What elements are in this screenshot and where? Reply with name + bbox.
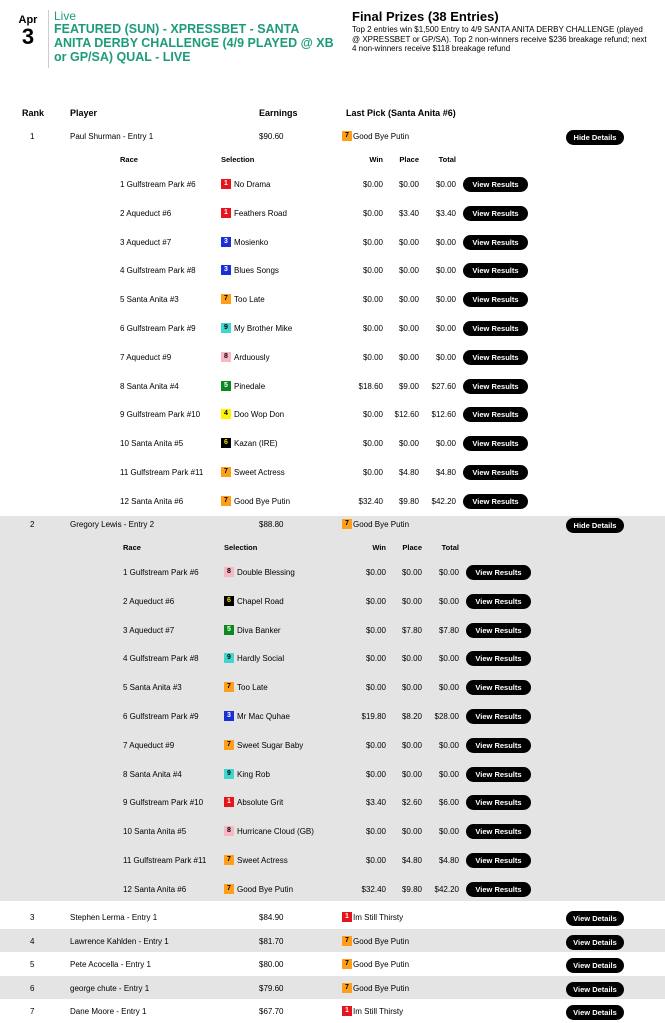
detail-header-total: Total — [438, 155, 456, 164]
program-number-badge: 7 — [342, 131, 352, 141]
detail-place: $9.80 — [401, 885, 422, 894]
program-number-badge: 9 — [224, 769, 234, 779]
detail-header-row — [0, 543, 665, 555]
detail-race: 5 Santa Anita #3 — [120, 295, 179, 304]
detail-row — [0, 597, 665, 611]
entry-rank: 5 — [30, 960, 35, 969]
horse-name: Good Bye Putin — [234, 496, 291, 506]
detail-total: $0.00 — [438, 741, 459, 750]
detail-row — [0, 209, 665, 223]
detail-selection — [221, 208, 287, 218]
header-divider — [48, 10, 49, 68]
entry-row — [0, 520, 665, 534]
column-header-rank: Rank — [22, 108, 45, 118]
detail-selection — [221, 381, 265, 391]
entry-last-pick — [342, 959, 409, 969]
detail-total: $0.00 — [435, 295, 456, 304]
detail-race: 9 Gulfstream Park #10 — [120, 410, 201, 419]
detail-header-win: Win — [369, 155, 383, 164]
detail-selection — [224, 596, 284, 606]
contest-header — [0, 0, 665, 80]
detail-selection — [221, 467, 285, 477]
horse-name: Good Bye Putin — [353, 983, 410, 993]
detail-total: $0.00 — [438, 770, 459, 779]
detail-row — [0, 497, 665, 511]
detail-place: $12.60 — [394, 410, 419, 419]
program-number-badge: 1 — [224, 797, 234, 807]
view-results-button[interactable]: View Results — [466, 824, 531, 839]
program-number-badge: 7 — [342, 983, 352, 993]
horse-name: Good Bye Putin — [353, 959, 410, 969]
detail-place: $0.00 — [401, 770, 422, 779]
detail-place: $9.00 — [398, 382, 419, 391]
entry-earnings: $79.60 — [259, 984, 284, 993]
horse-name: Good Bye Putin — [237, 884, 294, 894]
detail-win: $0.00 — [362, 410, 383, 419]
prize-description: Top 2 entries win $1,500 Entry to 4/9 SANTA ANITA DERBY CHALLENGE (played @ XPRESSBET or GP/SA). Top 2 non-winners receive $236 breakage refund; next 4 non-winners receive $118 breakage refund — [352, 25, 647, 53]
program-number-badge: 6 — [221, 438, 231, 448]
detail-total: $3.40 — [435, 209, 456, 218]
detail-row — [0, 683, 665, 697]
horse-name: Double Blessing — [237, 567, 295, 577]
view-details-button[interactable]: View Details — [566, 958, 624, 973]
view-results-button[interactable]: View Results — [466, 795, 531, 810]
entry-last-pick — [342, 936, 409, 946]
entry-rank: 1 — [30, 132, 35, 141]
view-results-button[interactable]: View Results — [463, 206, 528, 221]
detail-place: $0.00 — [398, 266, 419, 275]
horse-name: Doo Wop Don — [234, 409, 285, 419]
detail-place: $0.00 — [398, 295, 419, 304]
detail-selection — [221, 237, 268, 247]
detail-selection — [224, 884, 293, 894]
view-results-button[interactable]: View Results — [463, 177, 528, 192]
detail-selection — [224, 682, 268, 692]
entry-row — [0, 913, 665, 927]
detail-selection — [224, 625, 281, 635]
view-results-button[interactable]: View Results — [463, 292, 528, 307]
horse-name: Sweet Actress — [237, 855, 288, 865]
program-number-badge: 7 — [224, 855, 234, 865]
horse-name: Kazan (IRE) — [234, 438, 278, 448]
horse-name: Im Still Thirsty — [353, 1006, 404, 1016]
entry-earnings: $81.70 — [259, 937, 284, 946]
view-results-button[interactable]: View Results — [466, 565, 531, 580]
entry-player: Lawrence Kahlden - Entry 1 — [70, 937, 169, 946]
entry-rank: 3 — [30, 913, 35, 922]
detail-row — [0, 568, 665, 582]
horse-name: King Rob — [237, 769, 270, 779]
detail-race: 2 Aqueduct #6 — [123, 597, 175, 606]
view-results-button[interactable]: View Results — [463, 350, 528, 365]
program-number-badge: 3 — [221, 265, 231, 275]
detail-row — [0, 324, 665, 338]
detail-total: $28.00 — [434, 712, 459, 721]
program-number-badge: 7 — [221, 467, 231, 477]
entry-row — [0, 1007, 665, 1021]
program-number-badge: 8 — [224, 567, 234, 577]
view-results-button[interactable]: View Results — [466, 709, 531, 724]
horse-name: Arduously — [234, 352, 270, 362]
entry-row — [0, 960, 665, 974]
detail-selection — [221, 179, 270, 189]
view-results-button[interactable]: View Results — [463, 321, 528, 336]
program-number-badge: 7 — [342, 959, 352, 969]
entry-last-pick — [342, 983, 409, 993]
detail-selection — [224, 740, 303, 750]
detail-total: $0.00 — [438, 654, 459, 663]
detail-selection — [224, 855, 288, 865]
detail-place: $0.00 — [398, 353, 419, 362]
detail-total: $0.00 — [435, 353, 456, 362]
detail-selection — [224, 826, 314, 836]
detail-win: $0.00 — [362, 468, 383, 477]
detail-row — [0, 382, 665, 396]
contest-date — [12, 14, 44, 48]
view-results-button[interactable]: View Results — [466, 594, 531, 609]
horse-name: Good Bye Putin — [353, 131, 410, 141]
detail-win: $0.00 — [362, 295, 383, 304]
horse-name: Sweet Sugar Baby — [237, 740, 304, 750]
detail-place: $4.80 — [398, 468, 419, 477]
view-results-button[interactable]: View Results — [466, 680, 531, 695]
horse-name: Mosienko — [234, 237, 269, 247]
view-results-button[interactable]: View Results — [463, 436, 528, 451]
view-results-button[interactable]: View Results — [466, 651, 531, 666]
detail-win: $0.00 — [365, 654, 386, 663]
detail-win: $0.00 — [365, 827, 386, 836]
program-number-badge: 1 — [221, 179, 231, 189]
hide-details-button[interactable]: Hide Details — [566, 518, 624, 533]
detail-win: $0.00 — [365, 741, 386, 750]
horse-name: Too Late — [237, 682, 268, 692]
detail-race: 5 Santa Anita #3 — [123, 683, 182, 692]
detail-header-selection: Selection — [224, 543, 258, 552]
detail-row — [0, 468, 665, 482]
view-results-button[interactable]: View Results — [463, 465, 528, 480]
prize-heading: Final Prizes (38 Entries) — [352, 9, 499, 24]
view-results-button[interactable]: View Results — [466, 738, 531, 753]
contest-status: Live — [54, 9, 77, 23]
detail-win: $0.00 — [365, 597, 386, 606]
program-number-badge: 7 — [221, 496, 231, 506]
detail-place: $0.00 — [401, 827, 422, 836]
detail-race: 2 Aqueduct #6 — [120, 209, 172, 218]
detail-race: 11 Gulfstream Park #11 — [123, 856, 207, 865]
view-results-button[interactable]: View Results — [463, 235, 528, 250]
detail-place: $0.00 — [398, 180, 419, 189]
detail-selection — [224, 653, 284, 663]
entry-last-pick — [342, 519, 409, 529]
program-number-badge: 9 — [224, 653, 234, 663]
program-number-badge: 7 — [342, 519, 352, 529]
entry-player: Paul Shurman - Entry 1 — [70, 132, 154, 141]
entry-earnings: $67.70 — [259, 1007, 284, 1016]
program-number-badge: 7 — [224, 740, 234, 750]
program-number-badge: 9 — [221, 323, 231, 333]
program-number-badge: 1 — [221, 208, 231, 218]
program-number-badge: 1 — [342, 1006, 352, 1016]
detail-total: $0.00 — [435, 180, 456, 189]
detail-win: $0.00 — [365, 683, 386, 692]
detail-row — [0, 439, 665, 453]
detail-total: $42.20 — [434, 885, 459, 894]
detail-win: $0.00 — [365, 856, 386, 865]
view-results-button[interactable]: View Results — [463, 407, 528, 422]
entry-player: Dane Moore - Entry 1 — [70, 1007, 147, 1016]
detail-race: 7 Aqueduct #9 — [123, 741, 175, 750]
detail-selection — [221, 265, 279, 275]
entry-last-pick — [342, 131, 409, 141]
detail-place: $0.00 — [401, 654, 422, 663]
detail-row — [0, 238, 665, 252]
horse-name: Absolute Grit — [237, 797, 284, 807]
horse-name: Im Still Thirsty — [353, 912, 404, 922]
column-header-player: Player — [70, 108, 98, 118]
detail-win: $18.60 — [358, 382, 383, 391]
view-details-button[interactable]: View Details — [566, 1005, 624, 1020]
horse-name: My Brother Mike — [234, 323, 293, 333]
detail-win: $32.40 — [358, 497, 383, 506]
detail-row — [0, 856, 665, 870]
detail-win: $0.00 — [362, 266, 383, 275]
detail-row — [0, 712, 665, 726]
detail-header-place: Place — [399, 155, 419, 164]
detail-race: 4 Gulfstream Park #8 — [123, 654, 199, 663]
detail-total: $0.00 — [438, 827, 459, 836]
detail-selection — [221, 409, 284, 419]
detail-total: $4.80 — [438, 856, 459, 865]
detail-total: $0.00 — [435, 439, 456, 448]
detail-place: $3.40 — [398, 209, 419, 218]
detail-race: 11 Gulfstream Park #11 — [120, 468, 204, 477]
contest-title: FEATURED (SUN) - XPRESSBET - SANTA ANITA DERBY CHALLENGE (4/9 PLAYED @ XB or GP/SA) QUAL - LIVE — [54, 22, 334, 64]
horse-name: Good Bye Putin — [353, 519, 410, 529]
entry-rank: 4 — [30, 937, 35, 946]
program-number-badge: 7 — [224, 682, 234, 692]
detail-total: $0.00 — [435, 238, 456, 247]
detail-place: $0.00 — [401, 741, 422, 750]
program-number-badge: 5 — [221, 381, 231, 391]
entry-rank: 7 — [30, 1007, 35, 1016]
detail-header-win: Win — [372, 543, 386, 552]
detail-total: $0.00 — [435, 324, 456, 333]
detail-total: $12.60 — [431, 410, 456, 419]
detail-place: $7.80 — [401, 626, 422, 635]
entry-earnings: $88.80 — [259, 520, 284, 529]
detail-row — [0, 827, 665, 841]
program-number-badge: 7 — [342, 936, 352, 946]
detail-selection — [221, 352, 270, 362]
detail-selection — [221, 294, 265, 304]
entry-earnings: $84.90 — [259, 913, 284, 922]
detail-win: $0.00 — [362, 209, 383, 218]
entry-last-pick — [342, 1006, 403, 1016]
view-results-button[interactable]: View Results — [466, 853, 531, 868]
horse-name: Chapel Road — [237, 596, 284, 606]
column-header-earnings: Earnings — [259, 108, 298, 118]
detail-win: $0.00 — [362, 324, 383, 333]
horse-name: Sweet Actress — [234, 467, 285, 477]
detail-selection — [224, 711, 290, 721]
detail-race: 7 Aqueduct #9 — [120, 353, 172, 362]
detail-selection — [224, 567, 295, 577]
detail-total: $27.60 — [431, 382, 456, 391]
detail-header-row — [0, 155, 665, 167]
detail-race: 3 Aqueduct #7 — [123, 626, 175, 635]
program-number-badge: 4 — [221, 409, 231, 419]
detail-header-place: Place — [402, 543, 422, 552]
detail-win: $0.00 — [362, 439, 383, 448]
horse-name: Too Late — [234, 294, 265, 304]
detail-place: $4.80 — [401, 856, 422, 865]
view-results-button[interactable]: View Results — [466, 623, 531, 638]
detail-selection — [224, 797, 283, 807]
horse-name: Mr Mac Quhae — [237, 711, 290, 721]
detail-place: $0.00 — [398, 324, 419, 333]
detail-win: $0.00 — [365, 770, 386, 779]
detail-total: $0.00 — [438, 683, 459, 692]
detail-total: $7.80 — [438, 626, 459, 635]
program-number-badge: 7 — [224, 884, 234, 894]
detail-place: $0.00 — [401, 683, 422, 692]
horse-name: Pinedale — [234, 381, 266, 391]
detail-row — [0, 741, 665, 755]
detail-selection — [221, 323, 292, 333]
entry-row — [0, 132, 665, 146]
horse-name: Good Bye Putin — [353, 936, 410, 946]
detail-win: $0.00 — [365, 568, 386, 577]
detail-row — [0, 295, 665, 309]
detail-race: 1 Gulfstream Park #6 — [123, 568, 199, 577]
view-results-button[interactable]: View Results — [463, 379, 528, 394]
detail-selection — [224, 769, 270, 779]
detail-selection — [221, 496, 290, 506]
program-number-badge: 7 — [221, 294, 231, 304]
entry-player: Stephen Lerma - Entry 1 — [70, 913, 158, 922]
detail-win: $3.40 — [365, 798, 386, 807]
detail-race: 10 Santa Anita #5 — [123, 827, 187, 836]
detail-race: 1 Gulfstream Park #6 — [120, 180, 196, 189]
entry-rank: 6 — [30, 984, 35, 993]
detail-total: $4.80 — [435, 468, 456, 477]
detail-row — [0, 353, 665, 367]
detail-race: 6 Gulfstream Park #9 — [120, 324, 196, 333]
view-results-button[interactable]: View Results — [466, 882, 531, 897]
entry-player: Pete Acocella - Entry 1 — [70, 960, 151, 969]
horse-name: Hardly Social — [237, 653, 285, 663]
detail-total: $0.00 — [438, 568, 459, 577]
entry-last-pick — [342, 912, 403, 922]
column-header-last-pick: Last Pick (Santa Anita #6) — [346, 108, 456, 118]
detail-win: $0.00 — [362, 238, 383, 247]
detail-header-total: Total — [441, 543, 459, 552]
detail-race: 9 Gulfstream Park #10 — [123, 798, 204, 807]
entry-player: Gregory Lewis - Entry 2 — [70, 520, 155, 529]
detail-race: 10 Santa Anita #5 — [120, 439, 184, 448]
horse-name: No Drama — [234, 179, 271, 189]
program-number-badge: 8 — [221, 352, 231, 362]
detail-place: $9.80 — [398, 497, 419, 506]
detail-header-race: Race — [120, 155, 138, 164]
view-details-button[interactable]: View Details — [566, 935, 624, 950]
entry-earnings: $90.60 — [259, 132, 284, 141]
horse-name: Blues Songs — [234, 265, 279, 275]
detail-win: $0.00 — [362, 180, 383, 189]
detail-total: $42.20 — [431, 497, 456, 506]
detail-place: $2.60 — [401, 798, 422, 807]
detail-selection — [221, 438, 278, 448]
detail-race: 12 Santa Anita #6 — [120, 497, 184, 506]
detail-race: 8 Santa Anita #4 — [123, 770, 182, 779]
view-results-button[interactable]: View Results — [463, 263, 528, 278]
detail-race: 6 Gulfstream Park #9 — [123, 712, 199, 721]
program-number-badge: 8 — [224, 826, 234, 836]
detail-header-race: Race — [123, 543, 141, 552]
entry-row — [0, 937, 665, 951]
view-details-button[interactable]: View Details — [566, 911, 624, 926]
date-month: Apr — [18, 14, 38, 26]
detail-row — [0, 180, 665, 194]
entry-row — [0, 984, 665, 998]
detail-row — [0, 654, 665, 668]
program-number-badge: 3 — [221, 237, 231, 247]
detail-row — [0, 626, 665, 640]
detail-race: 8 Santa Anita #4 — [120, 382, 179, 391]
detail-row — [0, 885, 665, 899]
detail-row — [0, 266, 665, 280]
detail-race: 12 Santa Anita #6 — [123, 885, 187, 894]
program-number-badge: 3 — [224, 711, 234, 721]
entry-player: george chute - Entry 1 — [70, 984, 150, 993]
detail-win: $0.00 — [365, 626, 386, 635]
detail-place: $0.00 — [398, 238, 419, 247]
detail-total: $0.00 — [435, 266, 456, 275]
view-results-button[interactable]: View Results — [466, 767, 531, 782]
detail-win: $32.40 — [361, 885, 386, 894]
detail-place: $0.00 — [401, 597, 422, 606]
detail-place: $8.20 — [401, 712, 422, 721]
horse-name: Hurricane Cloud (GB) — [237, 826, 314, 836]
entry-rank: 2 — [30, 520, 35, 529]
detail-race: 3 Aqueduct #7 — [120, 238, 172, 247]
detail-row — [0, 770, 665, 784]
detail-place: $0.00 — [398, 439, 419, 448]
program-number-badge: 5 — [224, 625, 234, 635]
view-details-button[interactable]: View Details — [566, 982, 624, 997]
program-number-badge: 1 — [342, 912, 352, 922]
detail-race: 4 Gulfstream Park #8 — [120, 266, 196, 275]
detail-total: $0.00 — [438, 597, 459, 606]
detail-place: $0.00 — [401, 568, 422, 577]
hide-details-button[interactable]: Hide Details — [566, 130, 624, 145]
date-day: 3 — [21, 24, 35, 49]
entry-earnings: $80.00 — [259, 960, 284, 969]
view-results-button[interactable]: View Results — [463, 494, 528, 509]
detail-total: $6.00 — [438, 798, 459, 807]
detail-win: $19.80 — [361, 712, 386, 721]
horse-name: Feathers Road — [234, 208, 287, 218]
detail-row — [0, 410, 665, 424]
horse-name: Diva Banker — [237, 625, 281, 635]
detail-row — [0, 798, 665, 812]
program-number-badge: 6 — [224, 596, 234, 606]
detail-header-selection: Selection — [221, 155, 255, 164]
detail-win: $0.00 — [362, 353, 383, 362]
